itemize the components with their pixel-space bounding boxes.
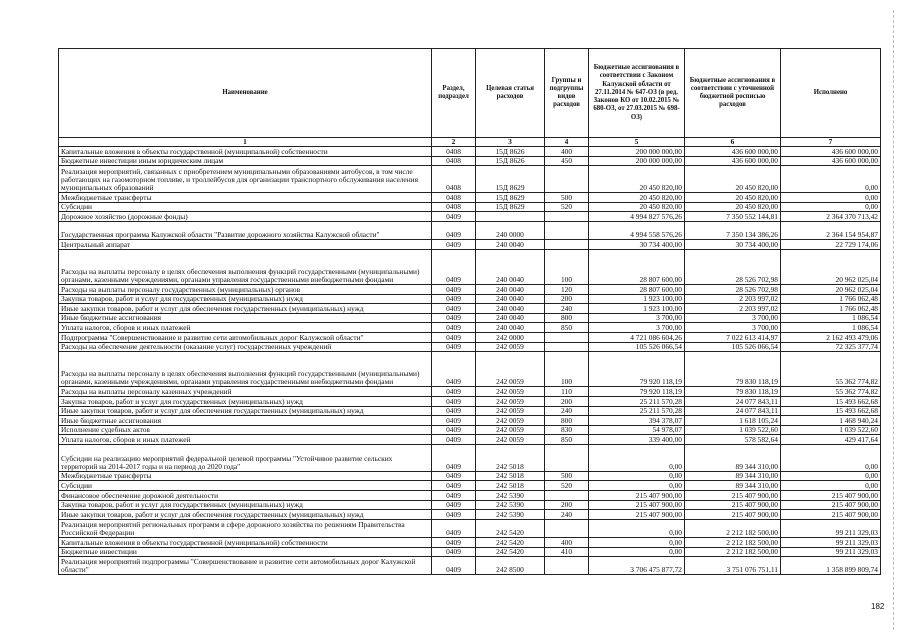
row-done-amount: 1 766 062,48 [781, 294, 881, 304]
row-group [545, 166, 589, 193]
row-plan-amount: 89 344 310,00 [685, 445, 781, 472]
row-group [545, 239, 589, 249]
table-row [59, 547, 881, 557]
row-section: 0408 [432, 147, 476, 157]
row-done-amount: 0,00 [781, 471, 881, 481]
row-name: Иные бюджетные ассигнования [59, 416, 432, 426]
row-plan-amount: 28 526 702,98 [685, 284, 781, 294]
table-row [59, 239, 881, 249]
header-name: Наименование [59, 49, 432, 138]
row-target: 240 0040 [476, 313, 545, 323]
table-row [59, 538, 881, 548]
row-section: 0409 [432, 212, 476, 222]
row-law-amount: 215 407 900,00 [589, 500, 685, 510]
row-plan-amount: 24 077 843,11 [685, 406, 781, 416]
row-section: 0409 [432, 445, 476, 472]
row-plan-amount: 1 039 522,60 [685, 425, 781, 435]
row-name: Межбюджетные трансферты [59, 471, 432, 481]
row-law-amount: 215 407 900,00 [589, 491, 685, 501]
header-done: Исполнено [781, 49, 881, 138]
table-row [59, 166, 881, 193]
table-row [59, 221, 881, 239]
row-law-amount: 200 000 000,00 [589, 147, 685, 157]
row-plan-amount: 105 526 066,54 [685, 342, 781, 352]
row-group: 200 [545, 294, 589, 304]
row-done-amount: 0,00 [781, 481, 881, 491]
row-law-amount: 339 400,00 [589, 435, 685, 445]
column-number: 3 [476, 138, 545, 147]
row-group: 830 [545, 425, 589, 435]
row-target: 15Д 8629 [476, 166, 545, 193]
row-section: 0409 [432, 425, 476, 435]
row-done-amount: 99 211 329,03 [781, 538, 881, 548]
table-row [59, 557, 881, 575]
page-number: 182 [871, 602, 885, 611]
row-target: 242 5018 [476, 471, 545, 481]
row-done-amount: 1 358 899 809,74 [781, 557, 881, 575]
row-target: 242 8500 [476, 557, 545, 575]
row-law-amount: 0,00 [589, 445, 685, 472]
row-group: 240 [545, 510, 589, 520]
row-section: 0408 [432, 166, 476, 193]
row-target: 242 5390 [476, 491, 545, 501]
row-section: 0409 [432, 323, 476, 333]
table-row [59, 202, 881, 212]
row-plan-amount: 89 344 310,00 [685, 481, 781, 491]
row-target: 242 0059 [476, 416, 545, 426]
row-group [545, 491, 589, 501]
row-section: 0409 [432, 313, 476, 323]
row-target: 240 0040 [476, 239, 545, 249]
table-row [59, 416, 881, 426]
row-law-amount: 20 450 820,00 [589, 202, 685, 212]
row-name: Подпрограмма "Совершенствование и развитие сети автомобильных дорог Калужской области" [59, 332, 432, 342]
row-group: 850 [545, 323, 589, 333]
row-group [545, 557, 589, 575]
row-law-amount: 0,00 [589, 471, 685, 481]
row-target: 242 5420 [476, 538, 545, 548]
row-law-amount: 3 706 475 877,72 [589, 557, 685, 575]
row-done-amount: 1 766 062,48 [781, 304, 881, 314]
header-group: Группы и подгруппы видов расходов [545, 49, 589, 138]
row-plan-amount: 20 450 820,00 [685, 202, 781, 212]
row-section: 0408 [432, 202, 476, 212]
row-target: 242 0059 [476, 435, 545, 445]
row-group: 240 [545, 406, 589, 416]
header-plan: Бюджетные ассигнования в соответствии с уточненной бюджетной росписью расходов [685, 49, 781, 138]
row-name: Уплата налогов, сборов и иных платежей [59, 323, 432, 333]
row-law-amount: 4 994 558 576,26 [589, 221, 685, 239]
row-done-amount: 0,00 [781, 192, 881, 202]
row-target: 242 5018 [476, 481, 545, 491]
row-group [545, 445, 589, 472]
row-done-amount: 215 407 900,00 [781, 491, 881, 501]
table-row [59, 147, 881, 157]
row-target: 240 0040 [476, 294, 545, 304]
row-group: 800 [545, 416, 589, 426]
row-group: 400 [545, 538, 589, 548]
row-group: 800 [545, 313, 589, 323]
row-law-amount: 79 920 118,19 [589, 387, 685, 397]
row-law-amount: 54 978,07 [589, 425, 685, 435]
row-law-amount: 30 734 400,00 [589, 239, 685, 249]
column-number: 4 [545, 138, 589, 147]
row-section: 0409 [432, 294, 476, 304]
row-name: Расходы на обеспечение деятельности (оказание услуг) государственных учреждений [59, 342, 432, 352]
row-plan-amount: 2 203 997,02 [685, 304, 781, 314]
row-name: Исполнение судебных актов [59, 425, 432, 435]
row-law-amount: 215 407 900,00 [589, 510, 685, 520]
row-group: 240 [545, 304, 589, 314]
row-name: Центральный аппарат [59, 239, 432, 249]
header-target: Целевая статья расходов [476, 49, 545, 138]
row-law-amount: 4 994 827 576,26 [589, 212, 685, 222]
table-row [59, 406, 881, 416]
row-plan-amount: 30 734 400,00 [685, 239, 781, 249]
row-name: Реализация мероприятий региональных программ в сфере дорожного хозяйства по решениям Правительства Российской Федерации [59, 519, 432, 537]
row-target: 242 5390 [476, 500, 545, 510]
table-row [59, 304, 881, 314]
row-law-amount: 1 923 100,00 [589, 294, 685, 304]
row-section: 0409 [432, 239, 476, 249]
row-name: Расходы на выплаты персоналу в целях обеспечения выполнения функций государственными (муниципальными) органами, казенными учреждениями, органами управления государственными внебюджетными фондами [59, 249, 432, 284]
row-group: 450 [545, 156, 589, 166]
table-row [59, 284, 881, 294]
row-section: 0409 [432, 332, 476, 342]
row-group: 520 [545, 202, 589, 212]
row-done-amount: 2 162 493 479,06 [781, 332, 881, 342]
row-section: 0409 [432, 510, 476, 520]
row-target: 242 0059 [476, 352, 545, 387]
row-plan-amount: 2 212 182 500,00 [685, 547, 781, 557]
table-row [59, 294, 881, 304]
row-section: 0409 [432, 352, 476, 387]
table-row [59, 500, 881, 510]
header-law: Бюджетные ассигнования в соответствии с Законом Калужской области от 27.11.2014 № 647-ОЗ (в ред. Законов КО от 10.02.2015 № 680-ОЗ, от 27.03.2015 № 698-ОЗ) [589, 49, 685, 138]
row-name: Субсидии [59, 202, 432, 212]
row-done-amount: 20 962 025,04 [781, 249, 881, 284]
row-name: Уплата налогов, сборов и иных платежей [59, 435, 432, 445]
table-row [59, 156, 881, 166]
row-done-amount: 55 362 774,82 [781, 387, 881, 397]
row-group: 100 [545, 352, 589, 387]
row-plan-amount: 7 350 552 144,81 [685, 212, 781, 222]
row-done-amount: 20 962 025,04 [781, 284, 881, 294]
table-row [59, 397, 881, 407]
row-name: Бюджетные инвестиции иным юридическим лицам [59, 156, 432, 166]
row-law-amount: 79 920 118,19 [589, 352, 685, 387]
column-number: 5 [589, 138, 685, 147]
row-target: 242 5420 [476, 547, 545, 557]
row-target: 242 5018 [476, 445, 545, 472]
row-group: 520 [545, 481, 589, 491]
row-target: 240 0040 [476, 304, 545, 314]
row-name: Иные закупки товаров, работ и услуг для обеспечения государственных (муниципальных) нужд [59, 406, 432, 416]
row-group [545, 342, 589, 352]
row-plan-amount: 436 600 000,00 [685, 156, 781, 166]
row-name: Расходы на выплаты персоналу государственных (муниципальных) органов [59, 284, 432, 294]
table-row [59, 387, 881, 397]
row-done-amount: 99 211 329,03 [781, 547, 881, 557]
row-law-amount: 20 450 820,00 [589, 166, 685, 193]
row-target: 15Д 8626 [476, 147, 545, 157]
row-section: 0409 [432, 406, 476, 416]
row-section: 0409 [432, 491, 476, 501]
header-section: Раздел, подраздел [432, 49, 476, 138]
row-name: Иные закупки товаров, работ и услуг для обеспечения государственных (муниципальных) нужд [59, 510, 432, 520]
row-name: Реализация мероприятий, связанных с приобретением муниципальными образованиями автобусов, в том числе работающих на газомоторном топливе, и троллейбусов для организации транспортного обслуживания населения муниципальных образований [59, 166, 432, 193]
row-plan-amount: 7 022 613 414,97 [685, 332, 781, 342]
row-group: 850 [545, 435, 589, 445]
table-row [59, 491, 881, 501]
row-plan-amount: 215 407 900,00 [685, 500, 781, 510]
row-name: Капитальные вложения в объекты государственной (муниципальной) собственности [59, 538, 432, 548]
row-plan-amount: 24 077 843,11 [685, 397, 781, 407]
row-name: Расходы на выплаты персоналу в целях обеспечения выполнения функций государственными (муниципальными) органами, казенными учреждениями, органами управления государственными внебюджетными фондами [59, 352, 432, 387]
row-done-amount: 1 086,54 [781, 313, 881, 323]
row-name: Капитальные вложения в объекты государственной (муниципальной) собственности [59, 147, 432, 157]
table-row [59, 481, 881, 491]
row-target: 242 0059 [476, 397, 545, 407]
row-plan-amount: 215 407 900,00 [685, 491, 781, 501]
row-group [545, 212, 589, 222]
row-law-amount: 3 700,00 [589, 323, 685, 333]
row-target: 242 5390 [476, 510, 545, 520]
row-target: 242 0059 [476, 406, 545, 416]
row-target: 242 0059 [476, 342, 545, 352]
row-target: 242 0000 [476, 332, 545, 342]
row-section: 0409 [432, 481, 476, 491]
row-section: 0409 [432, 416, 476, 426]
row-section: 0409 [432, 342, 476, 352]
row-group [545, 221, 589, 239]
row-plan-amount: 28 526 702,98 [685, 249, 781, 284]
row-section: 0409 [432, 304, 476, 314]
row-plan-amount: 2 212 182 500,00 [685, 519, 781, 537]
row-group: 400 [545, 147, 589, 157]
row-done-amount: 0,00 [781, 166, 881, 193]
row-name: Иные бюджетные ассигнования [59, 313, 432, 323]
row-done-amount: 1 468 940,24 [781, 416, 881, 426]
row-name: Реализация мероприятий подпрограммы "Совершенствование и развитие сети автомобильных дорог Калужской области" [59, 557, 432, 575]
row-law-amount: 25 211 570,28 [589, 397, 685, 407]
row-name: Дорожное хозяйство (дорожные фонды) [59, 212, 432, 222]
table-row [59, 510, 881, 520]
row-section: 0409 [432, 557, 476, 575]
row-done-amount: 436 600 000,00 [781, 156, 881, 166]
row-done-amount: 22 729 174,06 [781, 239, 881, 249]
table-header-row [59, 49, 881, 138]
row-done-amount: 0,00 [781, 202, 881, 212]
row-name: Закупка товаров, работ и услуг для государственных (муниципальных) нужд [59, 500, 432, 510]
row-law-amount: 1 923 100,00 [589, 304, 685, 314]
row-group: 110 [545, 387, 589, 397]
row-section: 0409 [432, 519, 476, 537]
row-law-amount: 0,00 [589, 481, 685, 491]
row-name: Бюджетные инвестиции [59, 547, 432, 557]
row-plan-amount: 3 751 076 751,11 [685, 557, 781, 575]
row-target: 242 0059 [476, 425, 545, 435]
row-name: Финансовое обеспечение дорожной деятельности [59, 491, 432, 501]
row-section: 0409 [432, 284, 476, 294]
row-section: 0409 [432, 249, 476, 284]
row-target: 240 0040 [476, 284, 545, 294]
row-target: 15Д 8626 [476, 156, 545, 166]
table-row [59, 192, 881, 202]
row-plan-amount: 79 830 118,19 [685, 352, 781, 387]
row-group: 500 [545, 192, 589, 202]
table-row [59, 435, 881, 445]
table-row [59, 445, 881, 472]
row-plan-amount: 89 344 310,00 [685, 471, 781, 481]
row-name: Субсидии [59, 481, 432, 491]
table-row [59, 352, 881, 387]
row-group: 120 [545, 284, 589, 294]
row-done-amount: 215 407 900,00 [781, 500, 881, 510]
row-law-amount: 4 721 086 604,26 [589, 332, 685, 342]
row-section: 0408 [432, 156, 476, 166]
row-plan-amount: 3 700,00 [685, 313, 781, 323]
table-body [59, 147, 881, 575]
row-target: 240 0040 [476, 249, 545, 284]
row-section: 0409 [432, 435, 476, 445]
row-target [476, 212, 545, 222]
row-law-amount: 0,00 [589, 519, 685, 537]
row-done-amount: 436 600 000,00 [781, 147, 881, 157]
column-number: 6 [685, 138, 781, 147]
column-number: 1 [59, 138, 432, 147]
row-target: 242 0059 [476, 387, 545, 397]
table-row [59, 249, 881, 284]
row-plan-amount: 79 830 118,19 [685, 387, 781, 397]
row-section: 0409 [432, 387, 476, 397]
row-done-amount: 72 325 377,74 [781, 342, 881, 352]
row-name: Расходы на выплаты персоналу казенных учреждений [59, 387, 432, 397]
row-group: 500 [545, 471, 589, 481]
row-plan-amount: 2 203 997,02 [685, 294, 781, 304]
table-row [59, 332, 881, 342]
row-group: 200 [545, 500, 589, 510]
row-plan-amount: 1 618 105,24 [685, 416, 781, 426]
table-row [59, 425, 881, 435]
table-row [59, 471, 881, 481]
row-done-amount: 0,00 [781, 445, 881, 472]
row-done-amount: 429 417,64 [781, 435, 881, 445]
row-law-amount: 394 378,07 [589, 416, 685, 426]
page-edge-divider [893, 10, 894, 630]
column-number-row [59, 138, 881, 147]
row-plan-amount: 3 700,00 [685, 323, 781, 333]
row-law-amount: 28 807 600,00 [589, 284, 685, 294]
row-section: 0409 [432, 397, 476, 407]
row-plan-amount: 20 450 820,00 [685, 192, 781, 202]
column-number: 2 [432, 138, 476, 147]
row-group [545, 332, 589, 342]
row-done-amount: 1 086,54 [781, 323, 881, 333]
row-law-amount: 200 000 000,00 [589, 156, 685, 166]
table-row [59, 519, 881, 537]
row-group: 200 [545, 397, 589, 407]
row-section: 0409 [432, 221, 476, 239]
row-section: 0409 [432, 500, 476, 510]
row-name: Иные закупки товаров, работ и услуг для обеспечения государственных (муниципальных) нужд [59, 304, 432, 314]
row-target: 242 5420 [476, 519, 545, 537]
row-group: 410 [545, 547, 589, 557]
row-law-amount: 105 526 066,54 [589, 342, 685, 352]
table-row [59, 212, 881, 222]
row-done-amount: 55 362 774,82 [781, 352, 881, 387]
row-target: 240 0040 [476, 323, 545, 333]
column-number: 7 [781, 138, 881, 147]
row-section: 0409 [432, 471, 476, 481]
row-section: 0409 [432, 538, 476, 548]
row-plan-amount: 20 450 820,00 [685, 166, 781, 193]
row-done-amount: 2 364 154 954,87 [781, 221, 881, 239]
row-law-amount: 3 700,00 [589, 313, 685, 323]
row-name: Межбюджетные трансферты [59, 192, 432, 202]
row-law-amount: 25 211 570,28 [589, 406, 685, 416]
row-law-amount: 28 807 600,00 [589, 249, 685, 284]
row-section: 0408 [432, 192, 476, 202]
table-row [59, 342, 881, 352]
row-plan-amount: 436 600 000,00 [685, 147, 781, 157]
row-section: 0409 [432, 547, 476, 557]
row-law-amount: 20 450 820,00 [589, 192, 685, 202]
row-target: 15Д 8629 [476, 192, 545, 202]
table-row [59, 313, 881, 323]
budget-table [58, 48, 881, 575]
row-plan-amount: 7 350 134 386,26 [685, 221, 781, 239]
row-done-amount: 2 364 370 713,42 [781, 212, 881, 222]
row-plan-amount: 2 212 182 500,00 [685, 538, 781, 548]
row-group [545, 519, 589, 537]
row-name: Закупка товаров, работ и услуг для государственных (муниципальных) нужд [59, 294, 432, 304]
row-name: Закупка товаров, работ и услуг для государственных (муниципальных) нужд [59, 397, 432, 407]
row-target: 240 0000 [476, 221, 545, 239]
row-done-amount: 15 493 662,68 [781, 397, 881, 407]
row-name: Государственная программа Калужской области "Развитие дорожного хозяйства Калужской области" [59, 221, 432, 239]
row-done-amount: 1 039 522,60 [781, 425, 881, 435]
row-target: 15Д 8629 [476, 202, 545, 212]
row-done-amount: 215 407 900,00 [781, 510, 881, 520]
row-plan-amount: 578 582,64 [685, 435, 781, 445]
row-done-amount: 15 493 662,68 [781, 406, 881, 416]
row-group: 100 [545, 249, 589, 284]
row-law-amount: 0,00 [589, 547, 685, 557]
table-row [59, 323, 881, 333]
row-done-amount: 99 211 329,03 [781, 519, 881, 537]
row-plan-amount: 215 407 900,00 [685, 510, 781, 520]
row-name: Субсидии на реализацию мероприятий федеральной целевой программы "Устойчивое развитие сельских территорий на 2014-2017 годы и на период до 2020 года" [59, 445, 432, 472]
row-law-amount: 0,00 [589, 538, 685, 548]
